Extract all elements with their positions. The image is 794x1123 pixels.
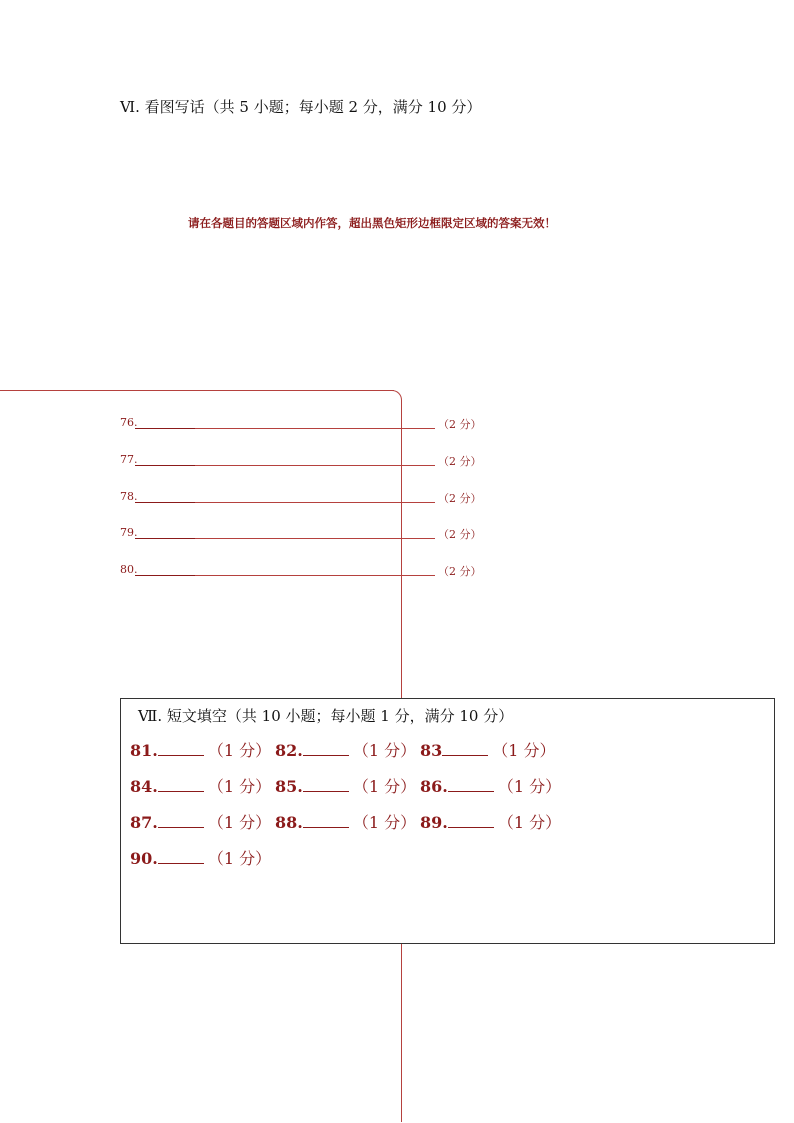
section-6-title: Ⅵ. 看图写话（共 5 小题；每小题 2 分，满分 10 分） [120, 98, 482, 116]
answer-underline [303, 777, 349, 792]
blank-84[interactable] [130, 774, 271, 797]
blank-88[interactable] [275, 810, 416, 833]
answer-line-80[interactable] [120, 563, 500, 579]
score-label: （1 分） [207, 741, 272, 760]
question-number: 81. [130, 741, 158, 760]
answer-underline [158, 849, 204, 864]
answer-underline [135, 428, 195, 429]
answer-line-76[interactable] [120, 416, 500, 432]
answer-underline [303, 741, 349, 756]
question-number: 79. [120, 526, 138, 539]
answer-underline [135, 465, 195, 466]
answer-underline [195, 428, 435, 429]
score-label: （1 分） [352, 813, 417, 832]
blank-82[interactable] [275, 738, 416, 761]
question-number: 80. [120, 563, 138, 576]
question-number: 90. [130, 849, 158, 868]
answer-underline [195, 502, 435, 503]
answer-underline [195, 465, 435, 466]
question-number: 89. [420, 813, 448, 832]
answer-underline [442, 741, 488, 756]
score-label: （2 分） [438, 455, 482, 468]
score-label: （1 分） [207, 813, 272, 832]
answer-line-79[interactable] [120, 526, 500, 542]
score-label: （1 分） [492, 741, 556, 760]
blank-90[interactable] [130, 846, 271, 869]
frame-top-line [0, 390, 394, 391]
frame-corner [386, 390, 402, 406]
score-label: （1 分） [207, 777, 272, 796]
question-number: 78. [120, 490, 138, 503]
answer-area-notice: 请在各题目的答题区域内作答，超出黑色矩形边框限定区域的答案无效！ [188, 216, 556, 230]
blank-89[interactable] [420, 810, 561, 833]
score-label: （2 分） [438, 528, 482, 541]
answer-underline [158, 813, 204, 828]
question-number: 86. [420, 777, 448, 796]
section-7-title: Ⅶ. 短文填空（共 10 小题；每小题 1 分，满分 10 分） [138, 707, 514, 725]
score-label: （1 分） [352, 777, 417, 796]
blank-81[interactable] [130, 738, 271, 761]
blank-85[interactable] [275, 774, 416, 797]
score-label: （2 分） [438, 492, 482, 505]
frame-vertical-line [401, 404, 402, 698]
question-number: 88. [275, 813, 303, 832]
question-number: 85. [275, 777, 303, 796]
answer-underline [448, 813, 494, 828]
blank-83[interactable] [420, 738, 556, 761]
question-number: 84. [130, 777, 158, 796]
blank-86[interactable] [420, 774, 561, 797]
question-number: 82. [275, 741, 303, 760]
blank-87[interactable] [130, 810, 271, 833]
answer-underline [448, 777, 494, 792]
answer-underline [158, 741, 204, 756]
answer-underline [135, 575, 195, 576]
answer-underline [158, 777, 204, 792]
score-label: （1 分） [207, 849, 272, 868]
question-number: 87. [130, 813, 158, 832]
answer-underline [135, 502, 195, 503]
score-label: （2 分） [438, 565, 482, 578]
question-number: 76. [120, 416, 138, 429]
answer-line-77[interactable] [120, 453, 500, 469]
score-label: （1 分） [497, 777, 562, 796]
frame-vertical-line-lower [401, 944, 402, 1122]
question-number: 83 [420, 741, 443, 760]
answer-line-78[interactable] [120, 490, 500, 506]
score-label: （1 分） [352, 741, 417, 760]
answer-underline [135, 538, 195, 539]
answer-underline [303, 813, 349, 828]
score-label: （1 分） [497, 813, 562, 832]
answer-underline [195, 538, 435, 539]
score-label: （2 分） [438, 418, 482, 431]
answer-underline [195, 575, 435, 576]
question-number: 77. [120, 453, 138, 466]
